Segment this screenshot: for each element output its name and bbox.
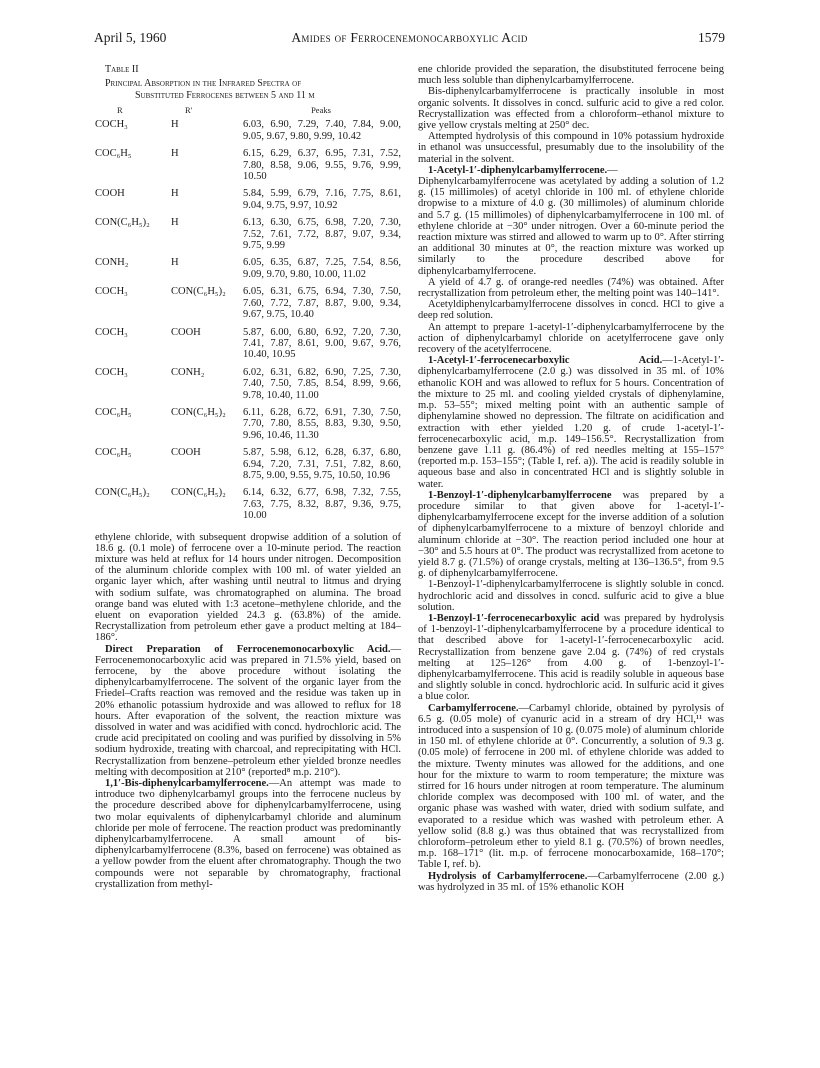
section-heading: 1-Benzoyl-1′-diphenylcarbamylferrocene — [428, 489, 612, 501]
cell-r-prime: CONH₂ — [171, 366, 205, 378]
section-heading: 1-Benzoyl-1′-ferrocenecarboxylic acid — [428, 612, 600, 624]
cell-r-prime: CON(C₆H₅)₂ — [171, 286, 226, 298]
paragraph: Attempted hydrolysis of this compound in 10% potassium hydroxide in ethanol was unsuccessful, presumably due to the insolubility of the material in the solvent. — [418, 131, 724, 165]
section-heading: 1,1′-Bis-diphenylcarbamylferrocene. — [105, 778, 269, 790]
column-header-peaks: Peaks — [311, 105, 331, 115]
cell-peaks: 6.02, 6.31, 6.82, 6.90, 7.25, 7.30, 7.40, 7.50, 7.85, 8.54, 8.99, 9.66, 9.78, 10.40, 11.00 — [243, 366, 401, 401]
section-heading: 1-Acetyl-1′-ferrocenecarboxylic Acid. — [428, 355, 663, 367]
column-header-r-prime: R′ — [185, 105, 193, 115]
paragraph-body: —Diphenylcarbamylferrocene was acetylated by adding a solution of 1.2 g. (15 millimoles) of acetyl chloride in 100 ml. of ethylene chloride dropwise to a mixture of 4.0 g. (30 millimoles) of aluminum chloride and 5.7 g. (15 millimoles) of diphenylcarbamylferrocene in 100 ml. of ethylene chloride at −30° under nitrogen. Over a 60-minute period the reaction mixture was stirred and allowed to warm up to 0°. After stirring an additional 30 minutes at 0°, the reaction mixture was worked up similarly to the procedure described above for diphenylcarbamylferrocene. — [418, 164, 724, 277]
table-caption-line2: Substituted Ferrocenes between 5 and 11 μ — [135, 90, 315, 101]
cell-r: COCH₃ — [95, 326, 128, 338]
table-row — [95, 367, 401, 407]
cell-r-prime: H — [171, 257, 179, 269]
cell-peaks: 6.05, 6.31, 6.75, 6.94, 7.30, 7.50, 7.60, 7.72, 7.87, 8.87, 9.00, 9.34, 9.67, 9.75, 10.40 — [243, 286, 401, 321]
page-number: 1579 — [698, 30, 725, 45]
section-heading: Hydrolysis of Carbamylferrocene. — [428, 870, 588, 882]
cell-r: COCH₃ — [95, 366, 128, 378]
cell-peaks: 5.87, 6.00, 6.80, 6.92, 7.20, 7.30, 7.41, 7.87, 8.61, 9.00, 9.67, 9.76, 10.40, 10.95 — [243, 326, 401, 361]
paragraph — [418, 703, 724, 871]
paragraph-body: —An attempt was made to introduce two diphenylcarbamyl groups into the ferrocene nucleus by the procedure described above for diphenylcarbamylferrocene, using two molar equivalents of diphenylcarbamyl chloride and aluminum chloride per mole of ferrocene. The reaction product was predominantly diphenylcarbamylferrocene. A small amount of bis-diphenylcarbamylferrocene (8.3%, based on ferrocene) was obtained as a yellow powder from the eluent after chromatography. Though the two compounds were not separable by chromatography, fractional crystallization from methyl- — [95, 778, 401, 890]
table-row — [95, 257, 401, 286]
section-heading: Carbamylferrocene. — [428, 702, 519, 714]
paragraph: Acetyldiphenylcarbamylferrocene dissolves in concd. HCl to give a deep red solution. — [418, 299, 724, 322]
cell-r: COC₆H₅ — [95, 406, 132, 418]
cell-r: COCH₃ — [95, 119, 128, 131]
table-row — [95, 447, 401, 487]
section-heading: Direct Preparation of Ferrocenemonocarboxylic Acid. — [105, 643, 391, 655]
cell-peaks: 6.14, 6.32, 6.77, 6.98, 7.32, 7.55, 7.63, 7.75, 8.32, 8.87, 9.36, 9.75, 10.00 — [243, 487, 401, 522]
paragraph — [95, 778, 401, 890]
table-row — [95, 327, 401, 367]
column-header-r: R — [117, 105, 123, 115]
paragraph: A yield of 4.7 g. of orange-red needles (74%) was obtained. After recrystallization from petroleum ether, the melting point was 140–141°. — [418, 276, 724, 300]
cell-r-prime: H — [171, 148, 179, 160]
running-header — [94, 30, 725, 48]
cell-peaks: 6.15, 6.29, 6.37, 6.95, 7.31, 7.52, 7.80, 8.58, 9.06, 9.55, 9.76, 9.99, 10.50 — [243, 148, 401, 183]
cell-r: COOH — [95, 188, 125, 200]
paragraph: Bis-diphenylcarbamylferrocene is practically insoluble in most organic solvents. It dissolves in concd. sulfuric acid to give a red color. Recrystallization was effected from a chloroform–ethanol mixture to give yellow crystals melting at 250° dec. — [418, 86, 724, 132]
paragraph: An attempt to prepare 1-acetyl-1′-diphenylcarbamylferrocene by the action of diphenylcarbamyl chloride on acetylferrocene gave only recovery of the acetylferrocene. — [418, 321, 724, 356]
paragraph — [418, 165, 724, 277]
cell-peaks: 6.11, 6.28, 6.72, 6.91, 7.30, 7.50, 7.70, 7.80, 8.55, 8.83, 9.30, 9.50, 9.96, 10.46, 11.30 — [243, 406, 401, 441]
section-heading: 1-Acetyl-1′-diphenylcarbamylferrocene. — [428, 164, 608, 176]
cell-r-prime: H — [171, 217, 179, 229]
cell-r: COC₆H₅ — [95, 447, 132, 459]
cell-r: COC₆H₅ — [95, 148, 132, 160]
cell-r-prime: CON(C₆H₅)₂ — [171, 487, 226, 499]
table-label: Table II — [105, 64, 139, 75]
table-row — [95, 217, 401, 257]
table-caption-line1: Principal Absorption in the Infrared Spectra of — [105, 78, 302, 89]
table-header-row — [95, 105, 401, 119]
table-ii — [95, 64, 401, 528]
cell-r-prime: H — [171, 119, 179, 131]
cell-peaks: 6.03, 6.90, 7.29, 7.40, 7.84, 9.00, 9.05, 9.67, 9.80, 9.99, 10.42 — [243, 119, 401, 142]
left-body-text — [95, 532, 401, 891]
cell-r-prime: COOH — [171, 447, 201, 459]
header-date: April 5, 1960 — [94, 30, 167, 45]
paragraph-body: was prepared by a procedure similar to that given above for 1-acetyl-1′-diphenylcarbamylferrocene except for the inverse addition of a solution of diphenylcarbamylferrocene to a mixture of benzoyl chloride and aluminum chloride at −30°. The reaction period included one hour at −30° and 5.5 hours at 0°. The product was recrystallized from acetone to yield 8.7 g. (71.5%) of orange crystals, melting at 136–136.5°, from 9.5 g. of diphenylcarbamylferrocene. — [418, 489, 724, 580]
cell-peaks: 5.84, 5.99, 6.79, 7.16, 7.75, 8.61, 9.04, 9.75, 9.97, 10.92 — [243, 188, 401, 211]
cell-r-prime: H — [171, 188, 179, 200]
right-column — [418, 64, 724, 893]
table-row — [95, 487, 401, 527]
table-row — [95, 119, 401, 148]
cell-r: CONH₂ — [95, 257, 129, 269]
paragraph-body: —Carbamylferrocene (2.00 g.) was hydrolyzed in 35 ml. of 15% ethanolic KOH — [418, 870, 724, 893]
paragraph — [418, 613, 724, 703]
paragraph — [95, 644, 401, 778]
cell-peaks: 6.13, 6.30, 6.75, 6.98, 7.20, 7.30, 7.52, 7.61, 7.72, 8.87, 9.07, 9.34, 9.75, 9.99 — [243, 217, 401, 252]
left-column — [95, 64, 401, 890]
paragraph: ene chloride provided the separation, the disubstituted ferrocene being much less soluble than diphenylcarbamylferrocene. — [418, 64, 724, 87]
table-row — [95, 148, 401, 188]
cell-r: CON(C₆H₅)₂ — [95, 487, 150, 499]
cell-r-prime: CON(C₆H₅)₂ — [171, 406, 226, 418]
paragraph: 1-Benzoyl-1′-diphenylcarbamylferrocene is slightly soluble in concd. hydrochloric acid and dissolves in concd. sulfuric acid to give a blue solution. — [418, 579, 724, 613]
paragraph-body: was prepared by hydrolysis of 1-benzoyl-1′-diphenylcarbamylferrocene by a procedure identical to that described above for 1-acetyl-1′-ferrocenecarboxylic acid. Recrystallization from benzene gave 2.04 g. (74%) of red crystals melting at 125–126° from 4.00 g. of 1-benzoyl-1′-diphenylcarbamylferrocene. This acid is readily soluble in aqueous base and slightly soluble in concd. hydrochloric acid. In sulfuric acid it gives a blue color. — [418, 612, 724, 703]
paragraph — [418, 871, 724, 893]
ir-table — [95, 105, 401, 528]
paragraph: ethylene chloride, with subsequent dropwise addition of a solution of 18.6 g. (0.1 mole) of ferrocene over a 10-minute period. The reaction mixture was held at reflux for 14 hours under nitrogen. Decomposition of the aluminum chloride complex with 100 ml. of water yielded an organic layer which, after washing until neutral to litmus and drying with sodium sulfate, was chromatographed on alumina. The broad orange band was eluted with 1:3 acetone–methylene chloride, and the eluent on evaporation yielded 24.3 g. (63.8%) of the amide. Recrystallization from petroleum ether gave a product melting at 184–186°. — [95, 531, 401, 644]
cell-peaks: 6.05, 6.35, 6.87, 7.25, 7.54, 8.56, 9.09, 9.70, 9.80, 10.00, 11.02 — [243, 257, 401, 280]
cell-r: COCH₃ — [95, 286, 128, 298]
table-row — [95, 407, 401, 447]
cell-r-prime: COOH — [171, 326, 201, 338]
cell-peaks: 5.87, 5.98, 6.12, 6.28, 6.37, 6.80, 6.94, 7.20, 7.31, 7.51, 7.82, 8.60, 8.75, 9.00, 9.55, 9.75, 10.50, 10.96 — [243, 447, 401, 481]
paragraph — [418, 355, 724, 489]
paragraph — [418, 490, 724, 580]
paragraph-body: —Carbamyl chloride, obtained by pyrolysis of 6.5 g. (0.05 mole) of cyanuric acid in a stream of dry HCl,¹¹ was introduced into a suspension of 10 g. (0.075 mole) of aluminum chloride in 150 ml. of ethylene chloride at 0°. Concurrently, a solution of 9.3 g. (0.05 mole) of ferrocene in 200 ml. of ethylene chloride was added to the mixture. Twenty minutes was allowed for the additions, and one hour for the mixture to warm to room temperature; the mixture was stirred for 16 hours under nitrogen at room temperature. The aluminum chloride complex was decomposed with 100 ml. of water, and the organic phase was washed with water, dried with sodium sulfate, and evaporated to a residue which was washed with petroleum ether. A yellow solid (8.8 g.) was thus obtained that was recrystallized from chloroform–petroleum ether to yield 8.1 g. (70.5%) of brown needles, m.p. 168–171° (lit. m.p. of ferrocene monocarboxamide, 168–170°; Table I, ref. b). — [418, 702, 724, 871]
table-row — [95, 286, 401, 326]
paragraph-body: —1-Acetyl-1′-diphenylcarbamylferrocene (2.0 g.) was dissolved in 35 ml. of 10% ethanolic KOH and was allowed to reflux for 5 hours. Concentration of the mixture to 25 ml. and cooling yielded crystals of diphenylamine, m.p. 53–55°; mixed melting point with an authentic sample of diphenylamine showed no depression. The filtrate on acidification and extraction with ether yielded 1.20 g. of crude 1-acetyl-1′-ferrocenecarboxylic acid, m.p. 149–156.5°. Recrystallization from benzene gave 1.11 g. (86.4%) of red needles melting at 155–157° (reported m.p. 153–155°; (Table I, ref. a)). The acid is readily soluble in aqueous base and also in concentrated HCl and is slightly soluble in water. — [418, 355, 724, 490]
cell-r: CON(C₆H₅)₂ — [95, 217, 150, 229]
table-row — [95, 188, 401, 217]
paragraph-body: —Ferrocenemonocarboxylic acid was prepared in 71.5% yield, based on ferrocene, by the above procedure without isolating the diphenylcarbamylferrocene. The solvent of the organic layer from the Friedel–Crafts reaction was removed and the residue was taken up in 20% ethanolic potassium hydroxide and was allowed to reflux for 18 hours. After evaporation of the solvent, the reaction mixture was dissolved in water and was acidified with concd. hydrochloric acid. The crude acid precipitated on cooling and was purified by dissolving in 5% sodium hydroxide, treating with charcoal, and reprecipitating with HCl. Recrystallization from benzene–petroleum ether yielded bronze needles melting with decomposition at 210° (reported⁸ m.p. 210°). — [95, 643, 401, 778]
header-title: Amides of Ferrocenemonocarboxylic Acid — [291, 30, 528, 45]
